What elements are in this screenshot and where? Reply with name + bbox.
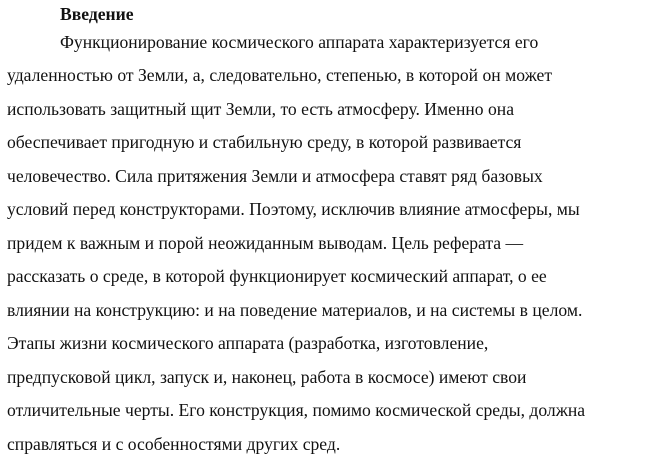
paragraph-line: Этапы жизни космического аппарата (разработка, изготовление,	[7, 333, 489, 353]
paragraph-line: справляться и с особенностями других сред.	[7, 434, 341, 454]
paragraph-line: человечество. Сила притяжения Земли и атмосфера ставят ряд базовых	[7, 166, 543, 186]
paragraph-line: условий перед конструкторами. Поэтому, исключив влияние атмосферы, мы	[7, 199, 580, 219]
paragraph-line: удаленностью от Земли, а, следовательно, степенью, в которой он может	[7, 65, 553, 85]
paragraph-line: влиянии на конструкцию: и на поведение материалов, и на системы в целом.	[7, 300, 583, 320]
paragraph-line: рассказать о среде, в которой функционирует космический аппарат, о ее	[7, 266, 547, 286]
paragraph-line: обеспечивает пригодную и стабильную среду, в которой развивается	[7, 132, 522, 152]
paragraph-line: использовать защитный щит Земли, то есть атмосферу. Именно она	[7, 99, 515, 119]
paragraph-line: отличительные черты. Его конструкция, помимо космической среды, должна	[7, 400, 586, 420]
section-heading: Введение	[60, 4, 134, 24]
paragraph-line: Функционирование космического аппарата характеризуется его	[60, 32, 539, 52]
paragraph-line: предпусковой цикл, запуск и, наконец, работа в космосе) имеют свои	[7, 367, 527, 387]
paragraph-line: придем к важным и порой неожиданным выводам. Цель реферата —	[7, 233, 524, 253]
